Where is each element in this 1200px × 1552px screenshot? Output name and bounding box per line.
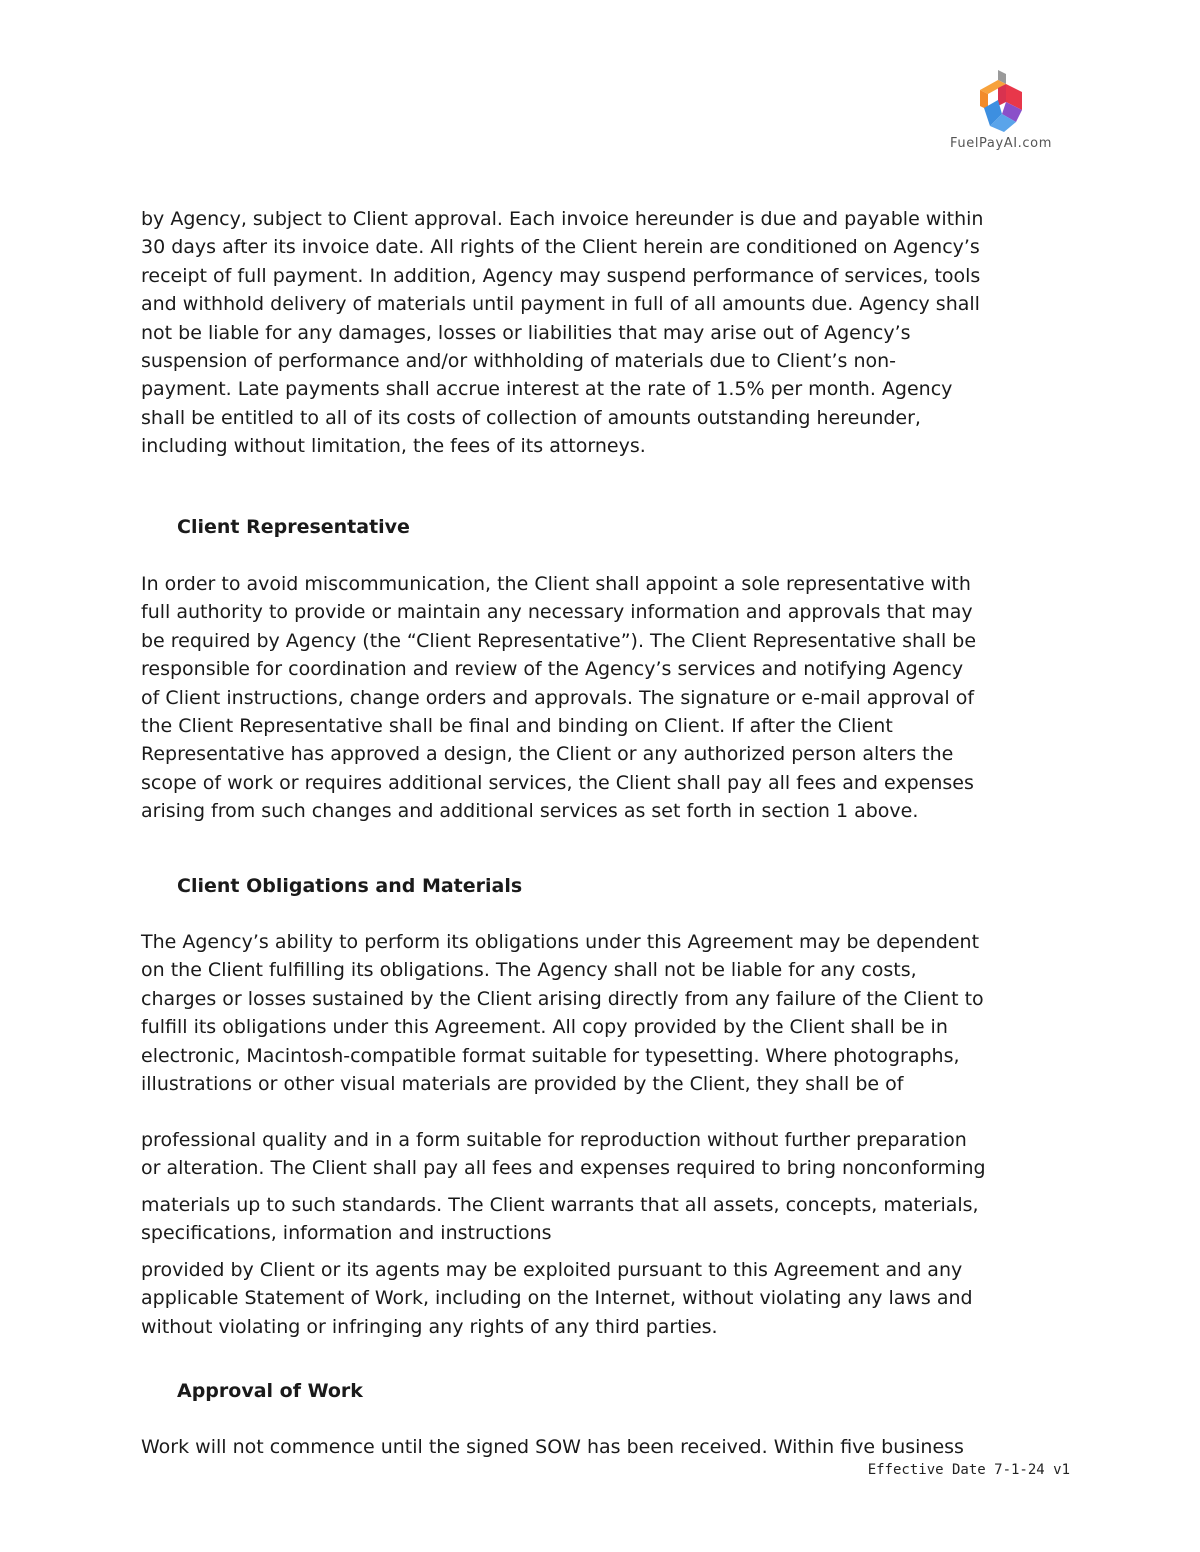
company-logo (928, 68, 1074, 158)
cube-stack-logo-icon (976, 70, 1026, 134)
client-representative-paragraph: In order to avoid miscommunication, the Client shall appoint a sole representative with full authority to provide or maintain any necessary information and approvals that may be required by Agency (the “Client Representative”). The Client Representative shall be responsible for coordination and review of the Agency’s services and notifying Agency of Client instructions, change orders and approvals. The signature or e-mail approval of the Client Representative shall be final and binding on Client. If after the Client Representative has approved a design, the Client or any authorized person alters the scope of work or requires additional services, the Client shall pay all fees and expenses arising from such changes and additional services as set forth in section 1 above. (141, 573, 977, 823)
section-heading-approval-of-work: Approval of Work (177, 1380, 363, 1402)
section-heading-client-obligations: Client Obligations and Materials (177, 875, 523, 897)
approval-of-work-paragraph: Work will not commence until the signed SOW has been received. Within five business (141, 1436, 964, 1458)
client-warranty-paragraph: materials up to such standards. The Client warrants that all assets, concepts, materials, specifications, information and instructions (141, 1194, 979, 1245)
client-warranty-paragraph-continued: provided by Client or its agents may be exploited pursuant to this Agreement and any applicable Statement of Work, including on the Internet, without violating any laws and without violating or infringing any rights of any third parties. (141, 1259, 973, 1338)
client-obligations-paragraph: The Agency’s ability to perform its obligations under this Agreement may be dependent on the Client fulfilling its obligations. The Agency shall not be liable for any costs, charges or losses sustained by the Client arising directly from any failure of the Client to fulfill its obligations under this Agreement. All copy provided by the Client shall be in electronic, Macintosh-compatible format suitable for typesetting. Where photographs, illustrations or other visual materials are provided by the Client, they shall be of (141, 931, 984, 1096)
section-heading-client-representative: Client Representative (177, 516, 410, 538)
logo-wordmark: FuelPayAI.com (950, 136, 1052, 151)
client-obligations-paragraph-continued: professional quality and in a form suitable for reproduction without further preparation or alteration. The Client shall pay all fees and expenses required to bring nonconforming (141, 1129, 986, 1180)
footer-effective-date: Effective Date 7-1-24 v1 (867, 1462, 1070, 1478)
payment-terms-paragraph: by Agency, subject to Client approval. Each invoice hereunder is due and payable within 30 days after its invoice date. All rights of the Client herein are conditioned on Agency’s receipt of full payment. In addition, Agency may suspend performance of services, tools and withhold delivery of materials until payment in full of all amounts due. Agency shall not be liable for any damages, losses or liabilities that may arise out of Agency’s suspension of performance and/or withholding of materials due to Client’s non- payment. Late payments shall accrue interest at the rate of 1.5% per month. Agency shall be entitled to all of its costs of collection of amounts outstanding hereunder, including without limitation, the fees of its attorneys. (141, 208, 984, 458)
